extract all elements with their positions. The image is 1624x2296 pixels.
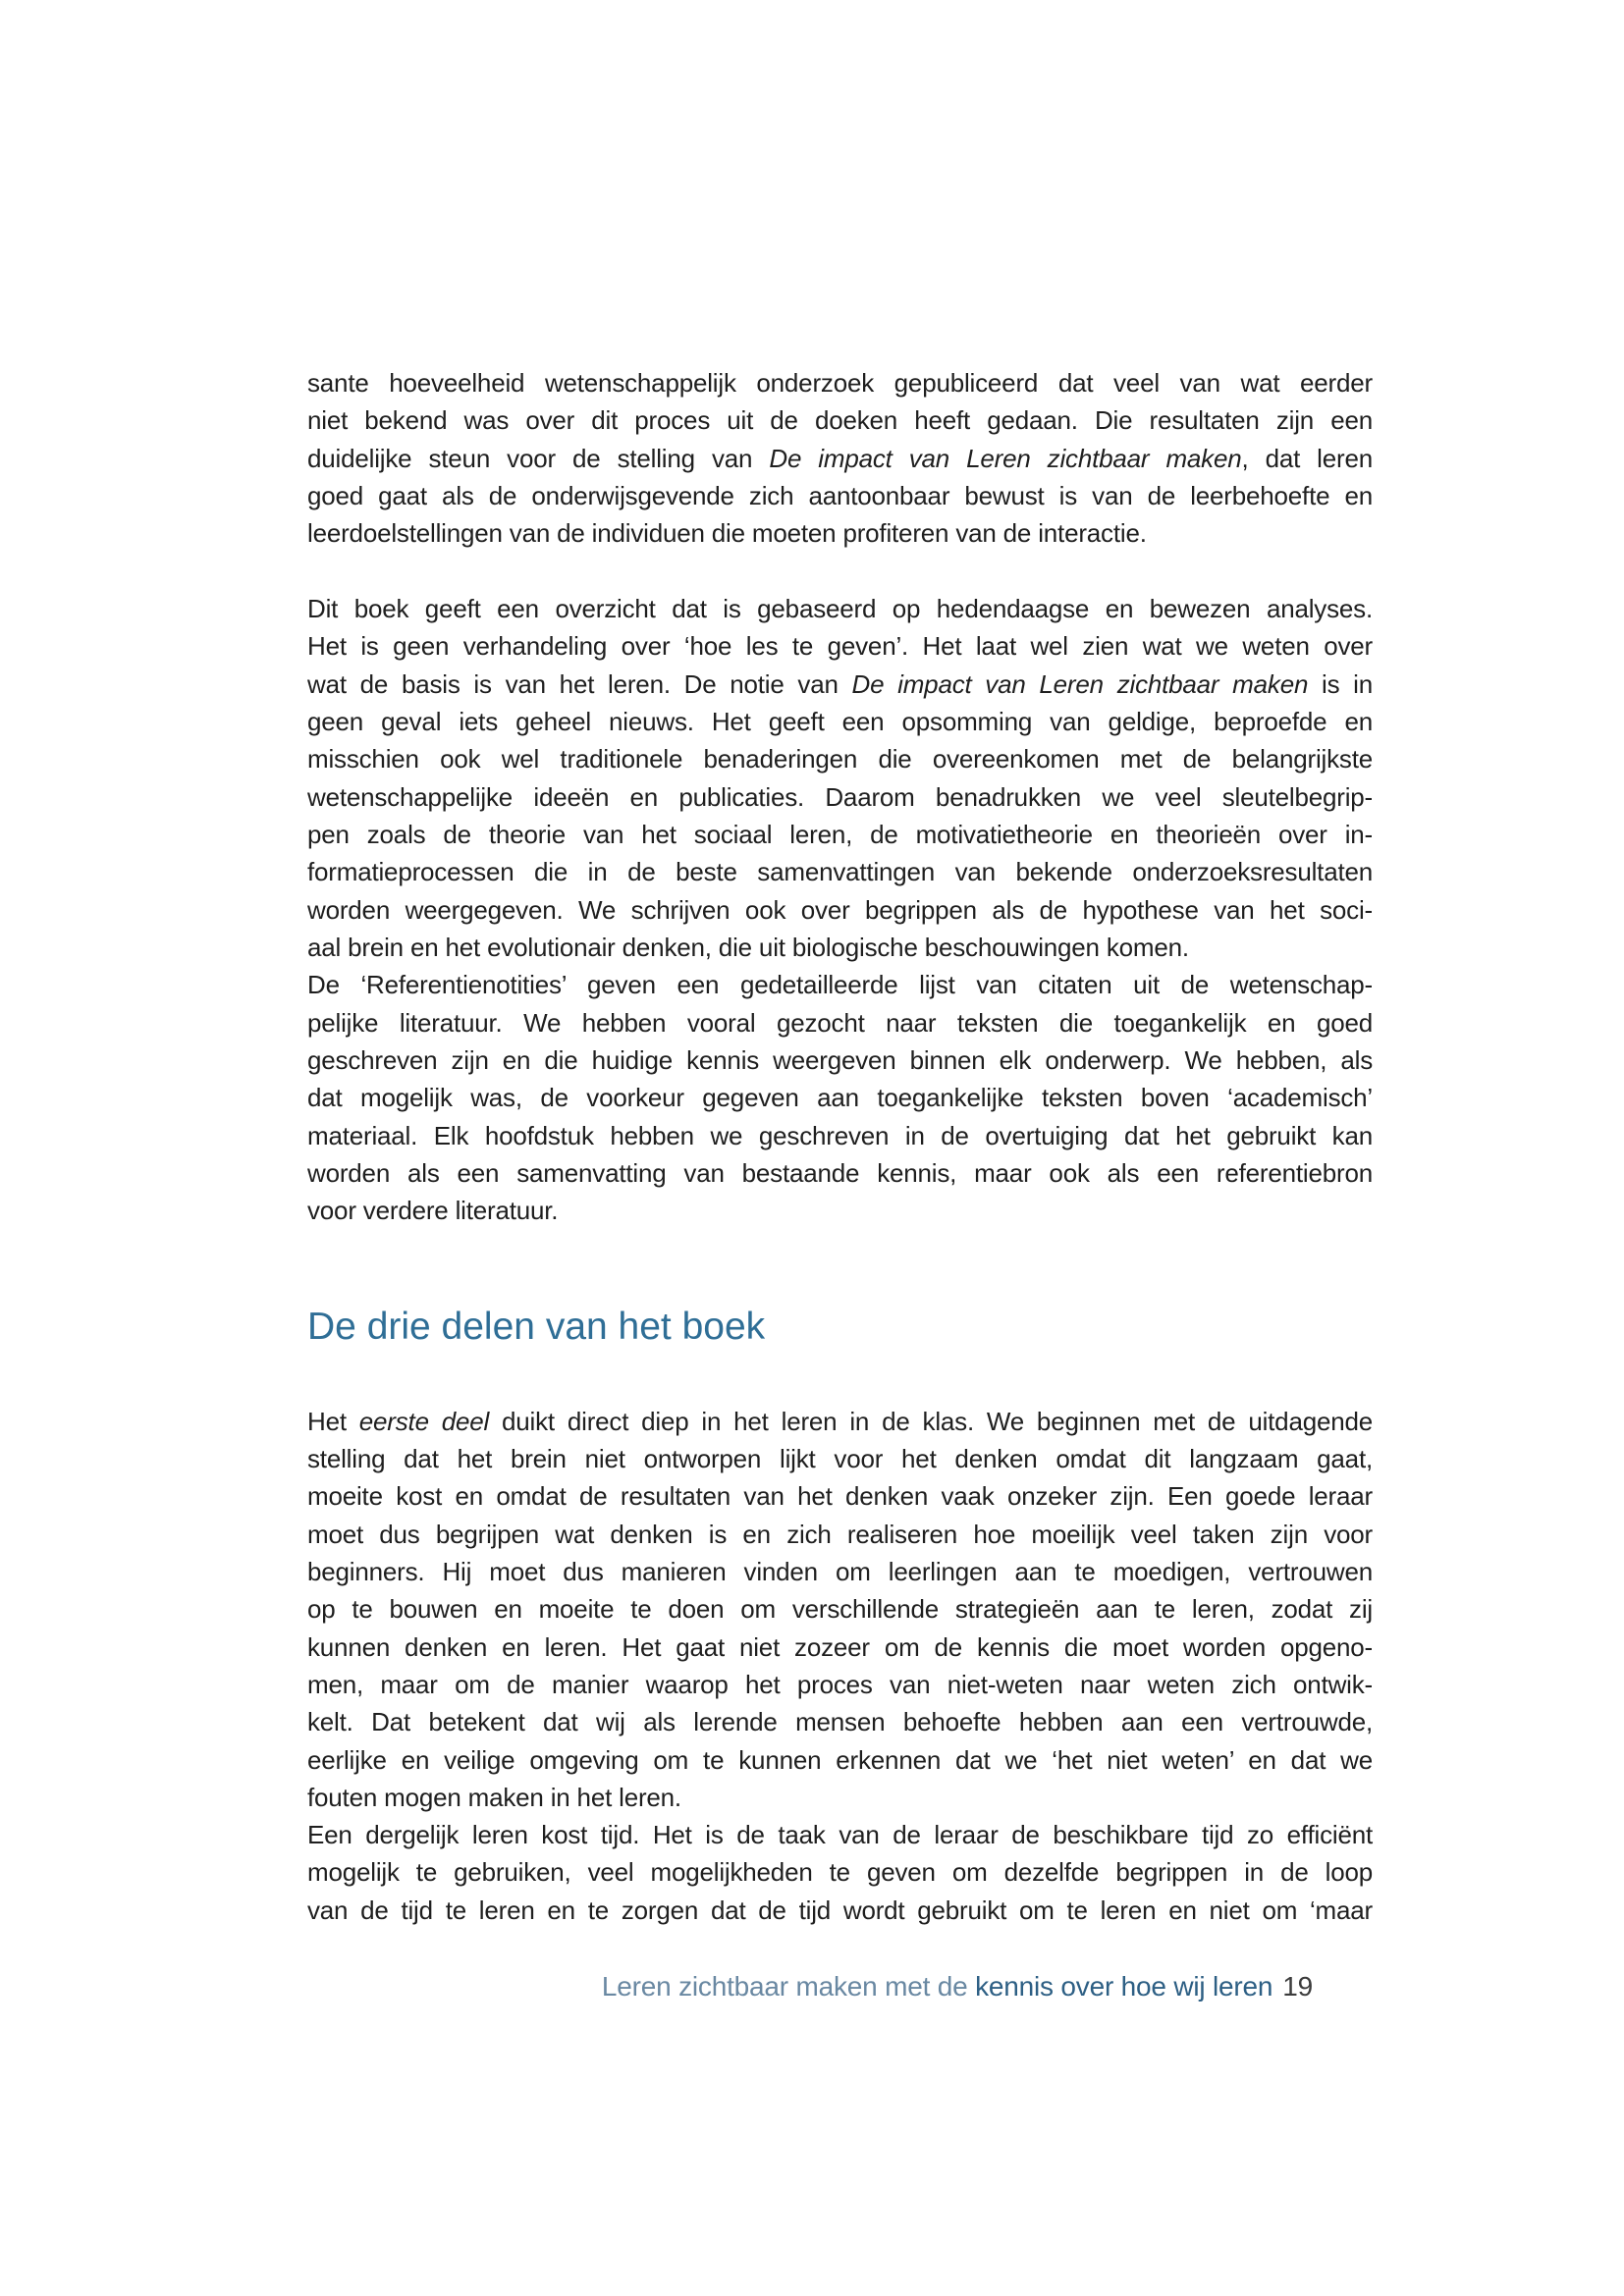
text-line: [307, 401, 1373, 439]
text-segment: stelling dat het brein niet ontworpen lijkt voor het denken omdat dit langzaam gaat,: [307, 1443, 1373, 1473]
text-line: [307, 816, 1373, 853]
text-segment: voor verdere literatuur.: [307, 1196, 559, 1226]
text-line: [307, 1192, 1373, 1229]
text-segment: beginners. Hij moet dus manieren vinden om leerlingen aan te moedigen, vertrouwen: [307, 1556, 1373, 1586]
text-line: [307, 627, 1373, 665]
text-segment: geschreven zijn en die huidige kennis weergeven binnen elk onderwerp. We hebben, als: [307, 1044, 1373, 1075]
text-line: [307, 1403, 1373, 1440]
paragraph: [307, 590, 1373, 966]
text-line: [307, 1477, 1373, 1515]
text-segment: aal brein en het evolutionair denken, die uit biologische beschouwingen komen.: [307, 932, 1189, 962]
text-segment: leerdoelstellingen van de individuen die moeten profiteren van de interactie.: [307, 518, 1147, 549]
text-line: [307, 703, 1373, 740]
text-segment: pelijke literatuur. We hebben vooral gezocht naar teksten die toegankelijk en goed: [307, 1007, 1373, 1038]
text-line: [307, 1079, 1373, 1116]
text-segment: moeite kost en omdat de resultaten van het denken vaak onzeker zijn. Een goede leraar: [307, 1481, 1373, 1512]
text-segment: duikt direct diep in het leren in de klas. We beginnen met de uitdagende: [489, 1406, 1374, 1436]
text-segment: materiaal. Elk hoofdstuk hebben we geschreven in de overtuiging dat het gebruikt kan: [307, 1120, 1373, 1150]
text-segment: formatieprocessen die in de beste samenvattingen van bekende onderzoeksresultaten: [307, 857, 1373, 887]
text-line: [307, 1590, 1373, 1628]
text-segment: misschien ook wel traditionele benaderingen die overeenkomen met de belangrijkste: [307, 744, 1373, 774]
text-line: [307, 1553, 1373, 1590]
footer-book-subtitle: kennis over hoe wij leren: [975, 1971, 1273, 2002]
text-segment: pen zoals de theorie van het sociaal leren, de motivatietheorie en theorieën over in-: [307, 819, 1373, 849]
text-segment: fouten mogen maken in het leren.: [307, 1782, 681, 1812]
text-line: [307, 590, 1373, 627]
text-segment: moet dus begrijpen wat denken is en zich realiseren hoe moeilijk veel taken zijn voor: [307, 1519, 1373, 1549]
text-line: [307, 929, 1373, 966]
text-line: [307, 1004, 1373, 1041]
paragraph: [307, 364, 1373, 553]
text-segment: goed gaat als de onderwijsgevende zich aantoonbaar bewust is van de leerbehoefte en: [307, 480, 1373, 510]
text-segment: dat mogelijk was, de voorkeur gegeven aan toegankelijke teksten boven ‘academisch’: [307, 1083, 1373, 1113]
paragraph: [307, 966, 1373, 1229]
italic-text-segment: De impact van Leren zichtbaar maken: [769, 443, 1242, 473]
text-segment: geen geval iets geheel nieuws. Het geeft een opsomming van geldige, beproefde en: [307, 706, 1373, 736]
text-segment: kunnen denken en leren. Het gaat niet zozeer om de kennis die moet worden opgeno-: [307, 1631, 1373, 1662]
text-segment: kelt. Dat betekent dat wij als lerende mensen behoefte hebben aan een vertrouwde,: [307, 1707, 1373, 1737]
text-line: [307, 1154, 1373, 1192]
italic-text-segment: eerste deel: [358, 1406, 490, 1436]
text-segment: duidelijke steun voor de stelling van: [307, 443, 770, 473]
text-segment: op te bouwen en moeite te doen om verschillende strategieën aan te leren, zodat zij: [307, 1594, 1373, 1625]
text-segment: worden weergegeven. We schrijven ook over begrippen als de hypothese van het soci-: [307, 894, 1373, 925]
text-line: [307, 1703, 1373, 1740]
text-line: [307, 1853, 1373, 1891]
text-segment: wetenschappelijke ideeën en publicaties. Daarom benadrukken we veel sleutelbegrip-: [307, 781, 1373, 812]
text-segment: men, maar om de manier waarop het proces van niet-weten naar weten zich ontwik-: [307, 1669, 1373, 1699]
text-segment: Het is geen verhandeling over ‘hoe les te geven’. Het laat wel zien wat we weten over: [307, 631, 1373, 662]
text-line: [307, 1816, 1373, 1853]
text-line: [307, 1779, 1373, 1816]
text-line: [307, 1041, 1373, 1079]
text-segment: sante hoeveelheid wetenschappelijk onderzoek gepubliceerd dat veel van wat eerder: [307, 368, 1373, 398]
text-line: [307, 1666, 1373, 1703]
text-line: [307, 853, 1373, 890]
text-line: [307, 1516, 1373, 1553]
text-line: [307, 666, 1373, 703]
text-line: [307, 1117, 1373, 1154]
text-segment: De ‘Referentienotities’ geven een gedetailleerde lijst van citaten uit de wetenschap-: [307, 970, 1373, 1000]
text-line: [307, 1741, 1373, 1779]
text-segment: is in: [1308, 668, 1373, 699]
footer-book-title: Leren zichtbaar maken met de: [601, 1971, 976, 2002]
section-heading: De drie delen van het boek: [307, 1305, 766, 1348]
text-segment: Een dergelijk leren kost tijd. Het is de taak van de leraar de beschikbare tijd zo efficiënt: [307, 1820, 1373, 1850]
text-line: [307, 477, 1373, 514]
text-line: [307, 1440, 1373, 1477]
page-footer: [602, 1967, 1313, 2006]
text-line: [307, 891, 1373, 929]
text-line: [307, 966, 1373, 1003]
text-segment: , dat leren: [1241, 443, 1373, 473]
text-block: [307, 364, 1373, 1929]
text-line: [307, 778, 1373, 816]
text-line: [307, 740, 1373, 777]
text-segment: mogelijk te gebruiken, veel mogelijkheden te geven om dezelfde begrippen in de loop: [307, 1857, 1373, 1888]
text-line: [307, 1892, 1373, 1929]
page-number: 19: [1282, 1971, 1313, 2002]
paragraph: [307, 1816, 1373, 1929]
text-segment: van de tijd te leren en te zorgen dat de tijd wordt gebruikt om te leren en niet om ‘maar: [307, 1895, 1373, 1925]
text-segment: niet bekend was over dit proces uit de doeken heeft gedaan. Die resultaten zijn een: [307, 405, 1373, 436]
paragraph: [307, 1403, 1373, 1817]
text-line: [307, 364, 1373, 401]
text-segment: Het: [307, 1406, 359, 1436]
text-line: [307, 1629, 1373, 1666]
text-segment: wat de basis is van het leren. De notie van: [307, 668, 852, 699]
italic-text-segment: De impact van Leren zichtbaar maken: [851, 668, 1309, 699]
text-segment: eerlijke en veilige omgeving om te kunnen erkennen dat we ‘het niet weten’ en dat we: [307, 1744, 1373, 1775]
text-line: [307, 514, 1373, 552]
text-line: [307, 440, 1373, 477]
text-segment: Dit boek geeft een overzicht dat is gebaseerd op hedendaagse en bewezen analyses.: [307, 593, 1373, 623]
text-segment: worden als een samenvatting van bestaande kennis, maar ook als een referentiebron: [307, 1157, 1373, 1188]
